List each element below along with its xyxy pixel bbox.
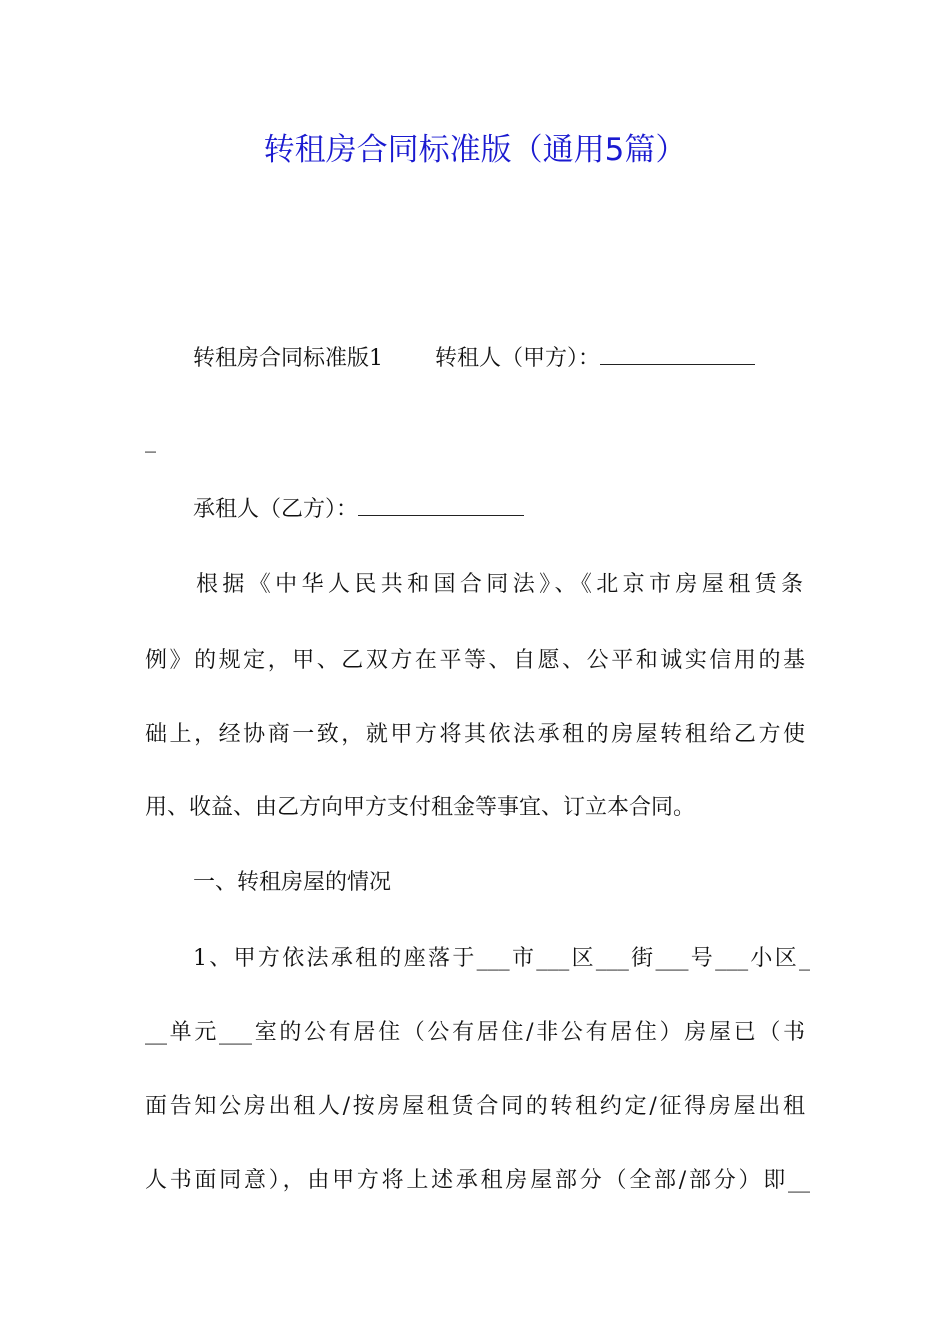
lessee-blank	[358, 495, 524, 516]
document-title: 转租房合同标准版（通用5篇）	[263, 132, 687, 168]
lessee-line	[193, 495, 810, 525]
clause-1-line-3: 面告知公房出租人/按房屋租赁合同的转租约定/征得房屋出租	[145, 1094, 805, 1119]
clause-1-line-4: 人书面同意），由甲方将上述承租房屋部分（全部/部分）即__	[145, 1168, 810, 1193]
contract-name: 转租房合同标准版1	[193, 346, 383, 371]
section-heading: 一、转租房屋的情况	[193, 870, 392, 895]
preamble-line-3: 础上，经协商一致，就甲方将其依法承租的房屋转租给乙方使	[145, 722, 805, 747]
preamble-line-2: 例》的规定，甲、乙双方在平等、自愿、公平和诚实信用的基	[145, 648, 805, 673]
sublessor-label: 转租人（甲方）：	[435, 346, 601, 371]
trailing-underscore: _	[145, 428, 156, 453]
preamble-line-4: 用、收益、由乙方向甲方支付租金等事宜、订立本合同。	[145, 795, 696, 820]
sublessor-blank	[600, 344, 755, 365]
lessee-label: 承租人（乙方）：	[193, 497, 359, 522]
header-line	[193, 344, 810, 374]
clause-1-line-1: 1、甲方依法承租的座落于___市___区___街___号___小区_	[193, 946, 810, 971]
clause-1-line-2: __单元___室的公有居住（公有居住/非公有居住）房屋已（书	[145, 1020, 805, 1045]
preamble-line-1: 根据《中华人民共和国合同法》、《北京市房屋租赁条	[196, 572, 803, 597]
